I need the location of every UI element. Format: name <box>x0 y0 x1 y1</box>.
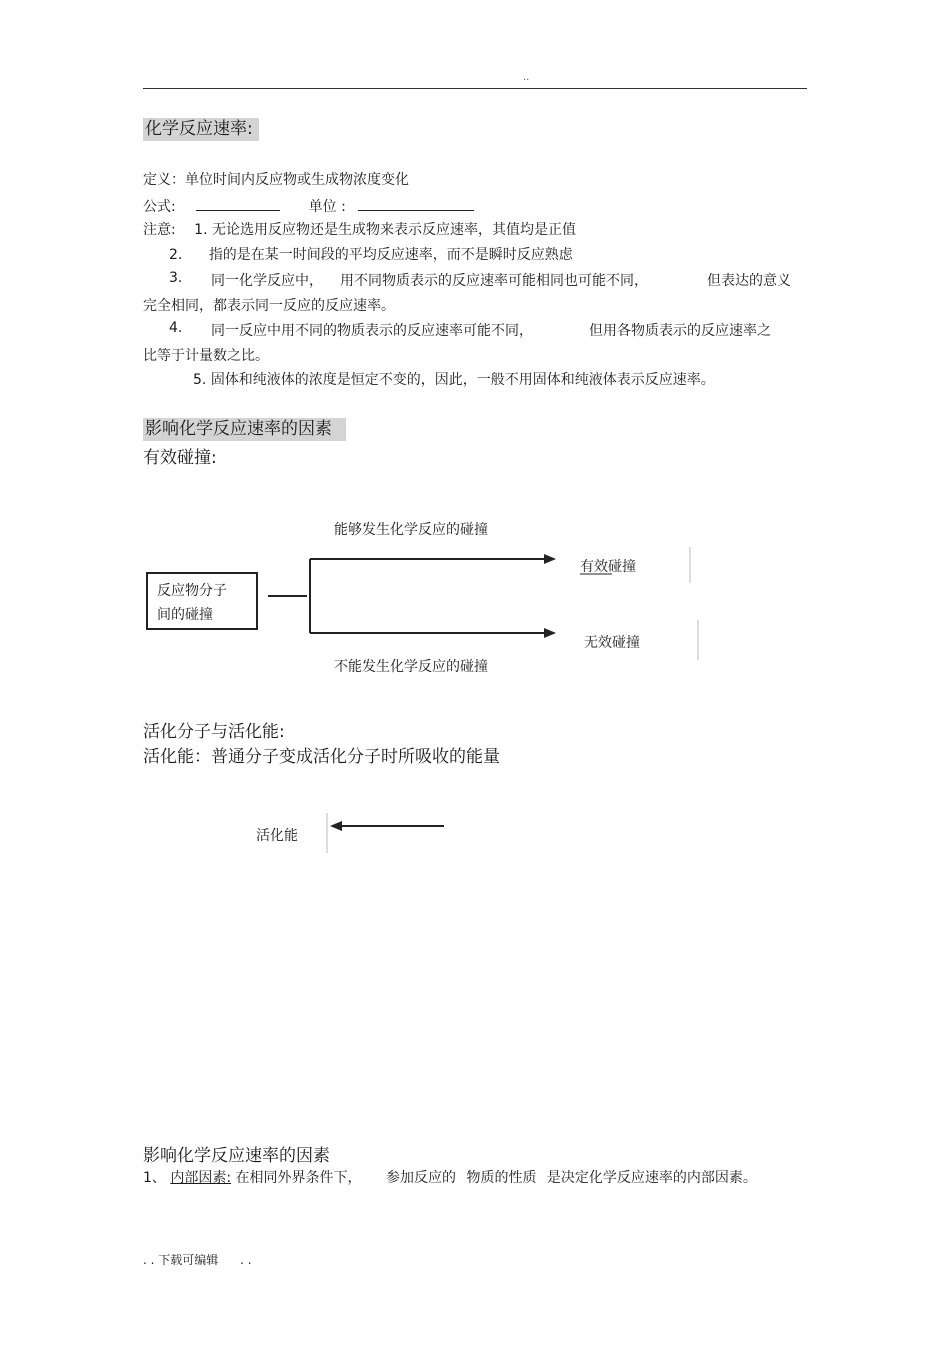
diagram-bottom-result: 无效碰撞 <box>584 635 640 651</box>
section-title-factors: 影响化学反应速率的因素 <box>143 418 346 441</box>
section-title-reaction-rate: 化学反应速率: <box>143 118 259 141</box>
footer-dots: . . <box>240 1253 252 1267</box>
footer-text: . . 下载可编辑 <box>143 1253 219 1267</box>
note-3-text-a: 同一化学反应中， <box>211 273 323 289</box>
internal-factor-key: 内部因素: <box>170 1170 232 1186</box>
diagram-box-line2: 间的碰撞 <box>157 607 213 623</box>
note-5-text: 固体和纯液体的浓度是恒定不变的，因此，一般不用固体和纯液体表示反应速率。 <box>210 372 715 388</box>
notes-label: 注意: <box>143 222 176 238</box>
footer <box>143 1251 252 1268</box>
diagram-top-label: 能够发生化学反应的碰撞 <box>334 522 488 538</box>
internal-factor-text-c: 物质的性质 <box>466 1170 537 1186</box>
note-4-text-b: 但用各物质表示的反应速率之 <box>589 323 771 339</box>
diagram-bottom-label: 不能发生化学反应的碰撞 <box>334 659 488 675</box>
definition-text: 定义：单位时间内反应物或生成物浓度变化 <box>143 172 409 188</box>
activation-energy-definition: 活化能：普通分子变成活化分子时所吸收的能量 <box>143 747 500 767</box>
diagram-box-line1: 反应物分子 <box>157 583 227 599</box>
section-title-factors-2: 影响化学反应速率的因素 <box>143 1146 330 1166</box>
note-3-text-d: 完全相同，都表示同一反应的反应速率。 <box>143 298 395 314</box>
note-1-text: 无论选用反应物还是生成物来表示反应速率，其值均是正值 <box>211 222 576 238</box>
subtitle-effective-collision: 有效碰撞: <box>143 448 217 468</box>
note-3-text-c: 但表达的意义 <box>707 273 791 289</box>
note-2-num: 2. <box>169 247 183 263</box>
note-1-num: 1. <box>194 222 208 238</box>
note-3-num: 3. <box>169 270 183 286</box>
unit-label: 单位 : <box>308 199 346 215</box>
note-2-text: 指的是在某一时间段的平均反应速率，而不是瞬时反应熟虑 <box>208 247 573 263</box>
note-5-num: 5. <box>193 372 207 388</box>
item-number: 1、 <box>143 1170 166 1186</box>
internal-factor-text-d: 是决定化学反应速率的内部因素。 <box>546 1170 757 1186</box>
activation-energy-label: 活化能 <box>256 828 298 844</box>
note-4-text-c: 比等于计量数之比。 <box>143 348 269 364</box>
note-4-num: 4. <box>169 320 183 336</box>
formula-label: 公式: <box>143 199 176 215</box>
internal-factor-text-b: 参加反应的 <box>386 1170 456 1186</box>
internal-factor-text-a: 在相同外界条件下， <box>235 1170 362 1186</box>
note-4-text-a: 同一反应中用不同的物质表示的反应速率可能不同， <box>211 323 533 339</box>
section-title-activation: 活化分子与活化能: <box>143 722 285 742</box>
internal-factor-row <box>143 1167 757 1187</box>
header-dots: .. <box>523 72 530 83</box>
note-3-text-b: 用不同物质表示的反应速率可能相同也可能不同， <box>340 273 648 289</box>
diagram-top-result: 有效碰撞 <box>580 559 636 575</box>
